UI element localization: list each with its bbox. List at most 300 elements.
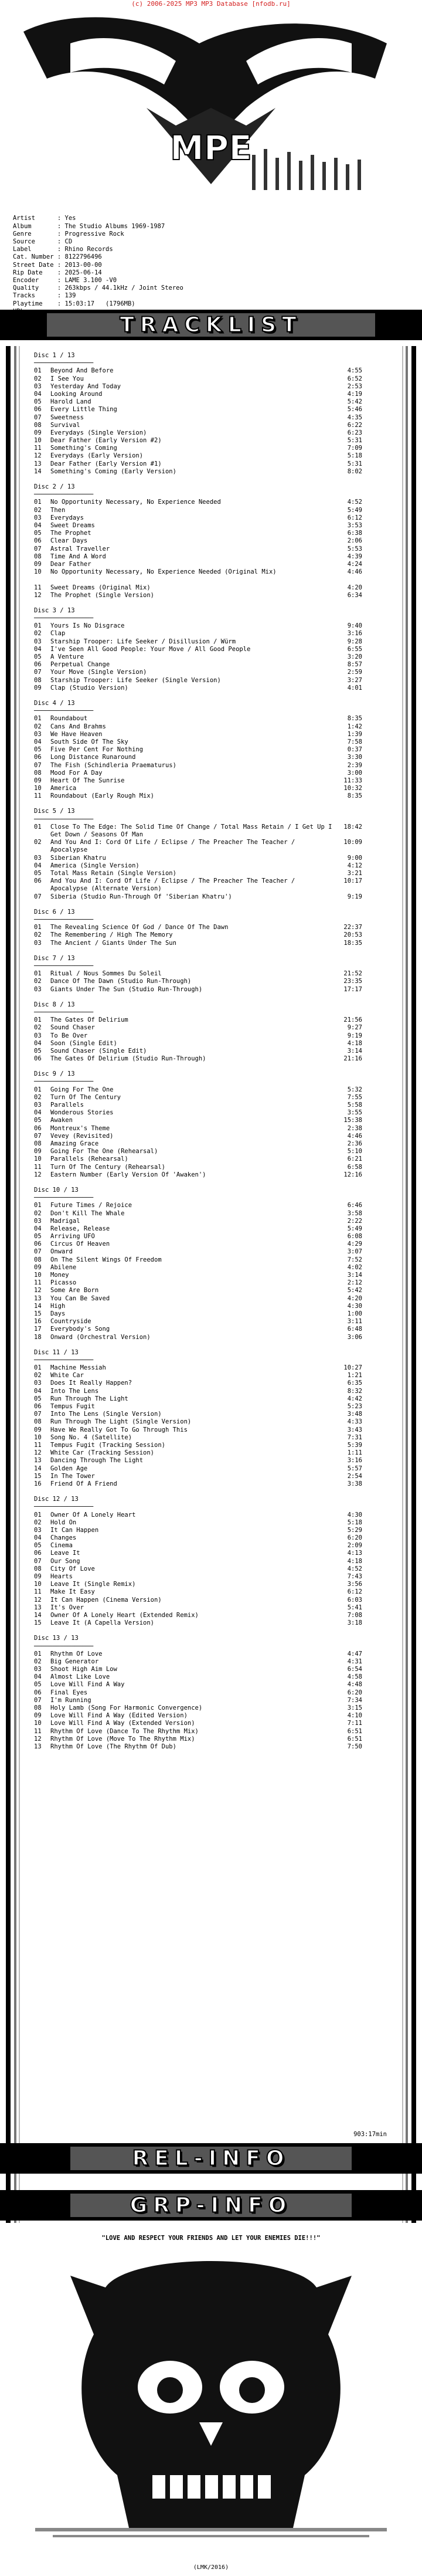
- track-row: [34, 1597, 362, 1604]
- track-number: 11: [34, 1279, 42, 1287]
- track-title: High: [50, 1302, 66, 1310]
- track-number: 09: [34, 429, 42, 436]
- track-row: [34, 677, 362, 684]
- track-duration: 6:12: [347, 514, 362, 521]
- release-field-key: Genre :: [13, 230, 65, 238]
- track-title: Heart Of The Sunrise: [50, 777, 125, 784]
- track-title: Final Eyes: [50, 1689, 88, 1696]
- track-title: To Be Over: [50, 1032, 88, 1039]
- disc-spacer: [34, 994, 362, 1001]
- track-title: Changes: [50, 1534, 77, 1542]
- track-number: 05: [34, 1395, 42, 1402]
- track-row: [34, 1581, 362, 1588]
- track-number: 07: [34, 669, 42, 676]
- track-row: [34, 375, 362, 383]
- track-row: [34, 1040, 362, 1048]
- track-title: Leave It: [50, 1550, 80, 1557]
- track-title: Dear Father: [50, 560, 91, 568]
- track-title: Arriving UFO: [50, 1233, 95, 1240]
- track-title: Cinema: [50, 1542, 73, 1550]
- track-title: You Can Be Saved: [50, 1294, 110, 1302]
- track-row: [34, 1388, 362, 1395]
- track-title: Leave It (Single Remix): [50, 1581, 136, 1588]
- track-title: Shoot High Aim Low: [50, 1666, 117, 1673]
- track-row: [34, 1418, 362, 1426]
- disc-section: [34, 483, 362, 607]
- track-row: [34, 391, 362, 398]
- track-title: Cans And Brahms: [50, 723, 106, 730]
- track-number: 10: [34, 1581, 42, 1588]
- track-duration: 4:30: [347, 1511, 362, 1519]
- track-number: 11: [34, 792, 42, 800]
- track-duration: 6:20: [347, 1534, 362, 1542]
- track-number: 12: [34, 1171, 42, 1178]
- release-field: [13, 300, 183, 308]
- track-duration: 1:21: [347, 1372, 362, 1379]
- track-duration: 3:06: [347, 1333, 362, 1341]
- track-title: Close To The Edge: The Solid Time Of Change / Total Mass Retain / I Get Up I Get Down / Seasons Of Man: [50, 823, 332, 839]
- track-number: 12: [34, 591, 42, 599]
- track-number: 05: [34, 1681, 42, 1689]
- track-number: 03: [34, 730, 42, 738]
- track-row: [34, 1048, 362, 1055]
- track-duration: 11:33: [343, 777, 362, 784]
- track-row: [34, 715, 362, 723]
- track-title: Sweet Dreams: [50, 522, 95, 529]
- track-title: Holy Lamb (Song For Harmonic Convergence): [50, 1704, 203, 1712]
- track-number: 01: [34, 1364, 42, 1372]
- track-duration: 22:37: [343, 924, 362, 931]
- track-row: [34, 1109, 362, 1117]
- disc-section: [34, 1001, 362, 1071]
- track-number: 01: [34, 970, 42, 978]
- tracklist: [34, 352, 362, 1758]
- track-number: 11: [34, 1588, 42, 1596]
- track-duration: 5:31: [347, 437, 362, 445]
- track-duration: 1:11: [347, 1449, 362, 1457]
- disc-spacer: [34, 1488, 362, 1496]
- track-title: Hold On: [50, 1519, 77, 1526]
- track-row: [34, 1736, 362, 1743]
- track-duration: 2:12: [347, 1279, 362, 1287]
- track-row: [34, 1094, 362, 1101]
- track-number: 08: [34, 676, 42, 684]
- track-number: 04: [34, 862, 42, 869]
- track-number: 08: [34, 1704, 42, 1712]
- track-title: It's Over: [50, 1604, 84, 1611]
- track-duration: 5:46: [347, 406, 362, 413]
- track-duration: 5:31: [347, 460, 362, 467]
- track-row: [34, 1101, 362, 1109]
- track-number: 04: [34, 1387, 42, 1395]
- dragon-logo-art: [0, 8, 422, 196]
- track-title: Song No. 4 (Satellite): [50, 1433, 132, 1441]
- track-number: 05: [34, 530, 42, 537]
- track-number: 08: [34, 1256, 42, 1263]
- track-number: 11: [34, 1163, 42, 1171]
- track-duration: 7:34: [347, 1696, 362, 1704]
- track-number: 12: [34, 1735, 42, 1743]
- track-row: [34, 522, 362, 530]
- track-title: It Can Happen: [50, 1526, 99, 1534]
- track-row: [34, 855, 362, 862]
- track-duration: 9:28: [347, 638, 362, 645]
- track-number: 04: [34, 738, 42, 745]
- track-duration: 4:52: [347, 1565, 362, 1572]
- track-number: 12: [34, 1596, 42, 1604]
- track-title: Don't Kill The Whale: [50, 1209, 125, 1217]
- track-duration: 3:48: [347, 1411, 362, 1418]
- track-row: [34, 669, 362, 676]
- track-title: Into The Lens (Single Version): [50, 1411, 162, 1418]
- track-number: 07: [34, 1696, 42, 1704]
- track-number: 09: [34, 1573, 42, 1580]
- track-number: 03: [34, 1666, 42, 1673]
- track-duration: 5:32: [347, 1086, 362, 1093]
- track-title: Dear Father (Early Version #1): [50, 460, 162, 467]
- track-row: [34, 1457, 362, 1465]
- track-row: [34, 893, 362, 901]
- track-duration: 3:11: [347, 1318, 362, 1326]
- track-number: 09: [34, 1148, 42, 1155]
- track-number: 03: [34, 1032, 42, 1039]
- track-row: [34, 1256, 362, 1264]
- track-row: [34, 1434, 362, 1442]
- release-info-list: [13, 215, 183, 316]
- track-title: Machine Messiah: [50, 1364, 106, 1372]
- track-number: 10: [34, 1433, 42, 1441]
- disc-section: [34, 1496, 362, 1635]
- track-number: 01: [34, 1086, 42, 1093]
- track-duration: 5:49: [347, 506, 362, 514]
- track-duration: 9:40: [347, 622, 362, 630]
- track-number: 02: [34, 375, 42, 382]
- track-duration: 5:18: [347, 1519, 362, 1526]
- track-title: Future Times / Rejoice: [50, 1202, 132, 1209]
- track-duration: 7:08: [347, 1611, 362, 1619]
- track-number: 10: [34, 1155, 42, 1163]
- track-row: [34, 383, 362, 391]
- track-duration: 0:37: [347, 746, 362, 754]
- track-duration: 4:52: [347, 499, 362, 506]
- track-number: 02: [34, 630, 42, 638]
- track-number: 03: [34, 1101, 42, 1109]
- release-field: [13, 269, 183, 277]
- track-number: 12: [34, 452, 42, 460]
- disc-spacer: [34, 1341, 362, 1349]
- track-number: 10: [34, 437, 42, 445]
- svg-text:MPE: MPE: [170, 128, 252, 168]
- disc-title: Disc 2 / 13: [34, 483, 75, 491]
- track-number: 13: [34, 1743, 42, 1750]
- track-number: 01: [34, 1511, 42, 1519]
- track-title: No Opportunity Necessary, No Experience Needed (Original Mix): [50, 568, 277, 576]
- track-number: 06: [34, 1055, 42, 1063]
- disc-divider: ────────────────: [34, 916, 94, 923]
- track-duration: 2:54: [347, 1472, 362, 1480]
- disc-section: [34, 700, 362, 808]
- track-title: Money: [50, 1272, 69, 1279]
- track-duration: 10:17: [343, 877, 362, 885]
- track-row: [34, 1148, 362, 1155]
- track-duration: 6:51: [347, 1727, 362, 1735]
- track-duration: 5:42: [347, 398, 362, 406]
- track-row: [34, 367, 362, 375]
- track-duration: 3:16: [347, 630, 362, 638]
- track-number: 07: [34, 1411, 42, 1418]
- track-number: 07: [34, 893, 42, 900]
- track-title: Dance Of The Dawn (Studio Run-Through): [50, 978, 192, 985]
- top-ascii-art: [0, 8, 422, 196]
- release-field-value: 139: [64, 292, 76, 300]
- left-sidebar-art: [4, 346, 26, 2223]
- track-row: [34, 1326, 362, 1333]
- track-number: 05: [34, 398, 42, 406]
- track-row: [34, 1604, 362, 1612]
- release-field-value: 263kbps / 44.1kHz / Joint Stereo: [64, 284, 183, 292]
- track-row: [34, 1673, 362, 1681]
- rel-info-title: REL-INFO: [132, 2146, 290, 2171]
- track-duration: 7:50: [347, 1743, 362, 1750]
- track-title: Something's Coming (Early Version): [50, 467, 176, 475]
- track-row: [34, 823, 362, 839]
- track-row: [34, 1395, 362, 1403]
- track-number: 05: [34, 1233, 42, 1240]
- track-duration: 4:12: [347, 862, 362, 869]
- track-title: I'm Running: [50, 1696, 91, 1704]
- track-title: Starship Trooper: Life Seeker (Single Version): [50, 676, 221, 684]
- track-number: 01: [34, 924, 42, 931]
- track-row: [34, 1055, 362, 1063]
- track-title: Awaken: [50, 1117, 73, 1124]
- disc-title: Disc 4 / 13: [34, 699, 75, 707]
- track-row: [34, 746, 362, 754]
- track-duration: 7:43: [347, 1573, 362, 1580]
- track-title: Your Move (Single Version): [50, 669, 147, 676]
- bottom-ascii-art: [0, 2252, 422, 2557]
- track-duration: 10:32: [343, 785, 362, 792]
- track-duration: 1:42: [347, 723, 362, 730]
- track-row: [34, 398, 362, 406]
- track-duration: 7:31: [347, 1433, 362, 1441]
- disc-section: [34, 1349, 362, 1496]
- track-row: [34, 1511, 362, 1519]
- track-row: [34, 777, 362, 785]
- track-number: 04: [34, 1225, 42, 1232]
- disc-divider: ────────────────: [34, 1642, 94, 1650]
- disc-divider: ────────────────: [34, 1078, 94, 1086]
- track-row: [34, 530, 362, 537]
- track-row: [34, 507, 362, 514]
- release-field-value: LAME 3.100 -V0: [64, 277, 117, 284]
- track-number: 07: [34, 1557, 42, 1565]
- track-title: Yours Is No Disgrace: [50, 622, 125, 630]
- track-title: I've Seen All Good People: Your Move / All Good People: [50, 645, 251, 653]
- disc-divider: ────────────────: [34, 615, 94, 622]
- disc-divider: ────────────────: [34, 962, 94, 970]
- track-number: 08: [34, 769, 42, 777]
- track-row: [34, 1588, 362, 1596]
- track-row: [34, 1218, 362, 1225]
- track-row: [34, 646, 362, 653]
- track-row: [34, 1619, 362, 1627]
- track-number: 14: [34, 467, 42, 475]
- track-number: 16: [34, 1318, 42, 1326]
- track-number: 01: [34, 622, 42, 630]
- track-row: [34, 537, 362, 545]
- track-row: [34, 1465, 362, 1473]
- track-number: 16: [34, 1480, 42, 1487]
- track-title: Clap (Studio Version): [50, 684, 128, 692]
- track-title: City Of Love: [50, 1565, 95, 1572]
- track-title: Big Generator: [50, 1658, 99, 1665]
- track-number: 02: [34, 1024, 42, 1032]
- release-field-value: Progressive Rock: [64, 230, 124, 238]
- total-runtime: [0, 2123, 387, 2138]
- release-field: [13, 253, 183, 261]
- disc-title: Disc 13 / 13: [34, 1635, 79, 1642]
- track-title: Something's Coming: [50, 445, 117, 452]
- release-field-value: CD: [64, 238, 73, 246]
- track-number: 11: [34, 1441, 42, 1449]
- track-row: [34, 661, 362, 669]
- disc-divider: ────────────────: [34, 707, 94, 715]
- disc-divider: ────────────────: [34, 1194, 94, 1202]
- disc-title: Disc 10 / 13: [34, 1186, 79, 1194]
- track-title: Everydays (Early Version): [50, 452, 144, 460]
- track-duration: 8:35: [347, 792, 362, 800]
- track-duration: 21:16: [343, 1055, 362, 1063]
- track-title: Sound Chaser: [50, 1024, 95, 1032]
- track-title: Owner Of A Lonely Heart (Extended Remix): [50, 1611, 199, 1619]
- track-row: [34, 1442, 362, 1449]
- track-number: 06: [34, 754, 42, 761]
- track-title: Going For The One (Rehearsal): [50, 1148, 158, 1155]
- track-number: 06: [34, 661, 42, 669]
- track-duration: 7:58: [347, 738, 362, 745]
- release-field-key: Encoder :: [13, 277, 65, 284]
- track-title: Leave It (A Capella Version): [50, 1619, 155, 1627]
- track-title: White Car (Tracking Session): [50, 1449, 155, 1457]
- track-number: 05: [34, 746, 42, 754]
- track-number: 07: [34, 761, 42, 769]
- track-title: The Prophet: [50, 530, 91, 537]
- track-number: 03: [34, 514, 42, 521]
- track-number: 02: [34, 1209, 42, 1217]
- track-duration: 6:12: [347, 1588, 362, 1596]
- track-number: 15: [34, 1472, 42, 1480]
- track-title: Tempus Fugit: [50, 1403, 95, 1411]
- track-duration: 4:01: [347, 684, 362, 692]
- track-number: 03: [34, 1217, 42, 1225]
- disc-divider: ────────────────: [34, 491, 94, 499]
- track-row: [34, 877, 362, 893]
- track-duration: 7:11: [347, 1720, 362, 1727]
- track-row: [34, 1318, 362, 1326]
- track-number: 13: [34, 1604, 42, 1611]
- track-title: America: [50, 785, 77, 792]
- track-title: No Opportunity Necessary, No Experience Needed: [50, 499, 221, 506]
- track-number: 06: [34, 537, 42, 545]
- footer-credit: (LMK/2016): [193, 2564, 229, 2571]
- track-row: [34, 1279, 362, 1287]
- track-title: Going For The One: [50, 1086, 114, 1093]
- track-duration: 18:42: [343, 823, 362, 831]
- track-duration: 8:32: [347, 1387, 362, 1395]
- track-row: [34, 1689, 362, 1697]
- track-row: [34, 762, 362, 770]
- track-duration: 9:19: [347, 1032, 362, 1039]
- track-title: Rhythm Of Love (The Rhythm Of Dub): [50, 1743, 176, 1750]
- track-number: 10: [34, 785, 42, 792]
- track-row: [34, 1403, 362, 1411]
- disc-section: [34, 808, 362, 908]
- track-number: 11: [34, 445, 42, 452]
- track-title: Rhythm Of Love (Dance To The Rhythm Mix): [50, 1727, 199, 1735]
- track-duration: 6:20: [347, 1689, 362, 1696]
- right-border-pattern: [396, 346, 418, 2223]
- track-row: [34, 1264, 362, 1272]
- track-row: [34, 1372, 362, 1379]
- track-number: 01: [34, 499, 42, 506]
- track-title: Release, Release: [50, 1225, 110, 1232]
- track-duration: 5:29: [347, 1526, 362, 1534]
- track-row: [34, 839, 362, 854]
- track-number: 03: [34, 638, 42, 645]
- track-row: [34, 1542, 362, 1550]
- track-title: Hearts: [50, 1573, 73, 1580]
- track-duration: 7:52: [347, 1256, 362, 1263]
- track-number: 10: [34, 1272, 42, 1279]
- track-row: [34, 553, 362, 561]
- track-number: 02: [34, 506, 42, 514]
- disc-section: [34, 1070, 362, 1187]
- track-title: Sweetness: [50, 413, 84, 421]
- disc-section: [34, 909, 362, 955]
- track-title: Survival: [50, 421, 80, 429]
- track-row: [34, 1086, 362, 1094]
- track-duration: 6:35: [347, 1379, 362, 1387]
- track-title: Siberia (Studio Run-Through Of 'Siberian Khatru'): [50, 893, 232, 900]
- release-field-value: Rhino Records: [64, 246, 113, 253]
- track-duration: 7:09: [347, 445, 362, 452]
- track-number: 01: [34, 823, 42, 831]
- track-row: [34, 1272, 362, 1279]
- track-number: 05: [34, 1542, 42, 1550]
- track-title: Eastern Number (Early Version Of 'Awaken'): [50, 1171, 206, 1178]
- track-title: Sound Chaser (Single Edit): [50, 1047, 147, 1055]
- track-duration: 21:52: [343, 970, 362, 978]
- track-title: Clap: [50, 630, 66, 638]
- track-row: [34, 870, 362, 877]
- track-duration: 4:20: [347, 584, 362, 591]
- track-row: [34, 970, 362, 978]
- disc-spacer: [34, 476, 362, 483]
- track-title: Make It Easy: [50, 1588, 95, 1596]
- track-title: Some Are Born: [50, 1287, 99, 1294]
- disc-divider: ────────────────: [34, 1503, 94, 1511]
- track-row: [34, 1573, 362, 1581]
- track-title: Onward (Orchestral Version): [50, 1333, 151, 1341]
- release-field-key: Artist :: [13, 215, 65, 222]
- release-field: [13, 215, 183, 222]
- track-duration: 5:10: [347, 1148, 362, 1155]
- disc-title: Disc 7 / 13: [34, 954, 75, 962]
- track-row: [34, 1295, 362, 1303]
- track-duration: 9:27: [347, 1024, 362, 1032]
- disc-title: Disc 1 / 13: [34, 352, 75, 359]
- track-row: [34, 924, 362, 931]
